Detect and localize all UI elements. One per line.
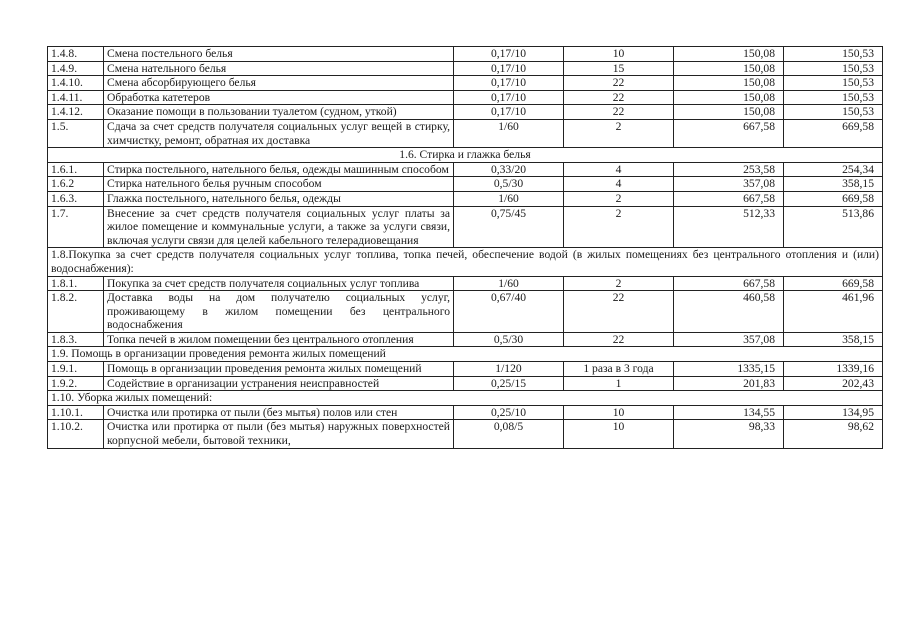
price-indexed-cell: 150,53 (784, 76, 883, 91)
item-number-cell: 1.8.1. (48, 276, 104, 291)
service-description-cell: Содействие в организации устранения неисправностей (104, 376, 454, 391)
price-indexed-cell: 150,53 (784, 61, 883, 76)
frequency-cell: 2 (564, 191, 674, 206)
price-cell: 253,58 (674, 162, 784, 177)
frequency-cell: 22 (564, 105, 674, 120)
price-cell: 667,58 (674, 119, 784, 147)
time-norm-cell: 0,5/30 (454, 332, 564, 347)
frequency-cell: 22 (564, 76, 674, 91)
time-norm-cell: 0,17/10 (454, 90, 564, 105)
item-number-cell: 1.4.11. (48, 90, 104, 105)
price-cell: 667,58 (674, 191, 784, 206)
table-row (48, 105, 883, 120)
time-norm-cell: 0,5/30 (454, 177, 564, 192)
table-row (48, 362, 883, 377)
item-number-cell: 1.6.3. (48, 191, 104, 206)
frequency-cell: 2 (564, 276, 674, 291)
time-norm-cell: 0,17/10 (454, 76, 564, 91)
item-number-cell: 1.4.10. (48, 76, 104, 91)
service-description-cell: Смена постельного белья (104, 47, 454, 62)
time-norm-cell: 0,25/15 (454, 376, 564, 391)
price-cell: 150,08 (674, 105, 784, 120)
price-indexed-cell: 669,58 (784, 119, 883, 147)
table-row (48, 47, 883, 62)
service-description-cell: Топка печей в жилом помещении без центрального отопления (104, 332, 454, 347)
tariff-table (47, 46, 883, 449)
service-description-cell: Очистка или протирка от пыли (без мытья) наружных поверхностей корпусной мебели, бытовой техники, (104, 420, 454, 448)
section-heading: 1.9. Помощь в организации проведения ремонта жилых помещений (48, 347, 883, 362)
service-description-cell: Помощь в организации проведения ремонта жилых помещений (104, 362, 454, 377)
frequency-cell: 10 (564, 420, 674, 448)
time-norm-cell: 0,67/40 (454, 291, 564, 333)
table-row (48, 332, 883, 347)
frequency-cell: 10 (564, 405, 674, 420)
section-heading: 1.6. Стирка и глажка белья (48, 148, 883, 163)
service-description-cell: Смена нательного белья (104, 61, 454, 76)
time-norm-cell: 0,25/10 (454, 405, 564, 420)
item-number-cell: 1.6.2 (48, 177, 104, 192)
price-indexed-cell: 202,43 (784, 376, 883, 391)
service-description-cell: Обработка катетеров (104, 90, 454, 105)
time-norm-cell: 1/120 (454, 362, 564, 377)
item-number-cell: 1.8.3. (48, 332, 104, 347)
service-description-cell: Стирка постельного, нательного белья, одежды машинным способом (104, 162, 454, 177)
frequency-cell: 22 (564, 90, 674, 105)
section-row (48, 391, 883, 406)
time-norm-cell: 1/60 (454, 119, 564, 147)
item-number-cell: 1.4.12. (48, 105, 104, 120)
table-row (48, 162, 883, 177)
item-number-cell: 1.4.9. (48, 61, 104, 76)
price-cell: 460,58 (674, 291, 784, 333)
price-cell: 134,55 (674, 405, 784, 420)
table-row (48, 420, 883, 448)
item-number-cell: 1.10.1. (48, 405, 104, 420)
item-number-cell: 1.9.2. (48, 376, 104, 391)
item-number-cell: 1.8.2. (48, 291, 104, 333)
service-description-cell: Стирка нательного белья ручным способом (104, 177, 454, 192)
table-row (48, 119, 883, 147)
section-heading: 1.10. Уборка жилых помещений: (48, 391, 883, 406)
table-row (48, 291, 883, 333)
time-norm-cell: 0,33/20 (454, 162, 564, 177)
service-description-cell: Сдача за счет средств получателя социальных услуг вещей в стирку, химчистку, ремонт, обратная их доставка (104, 119, 454, 147)
price-indexed-cell: 98,62 (784, 420, 883, 448)
service-description-cell: Очистка или протирка от пыли (без мытья) полов или стен (104, 405, 454, 420)
service-description-cell: Глажка постельного, нательного белья, одежды (104, 191, 454, 206)
price-cell: 357,08 (674, 332, 784, 347)
table-row (48, 276, 883, 291)
frequency-cell: 1 раза в 3 года (564, 362, 674, 377)
frequency-cell: 4 (564, 162, 674, 177)
section-heading: 1.8.Покупка за счет средств получателя социальных услуг топлива, топка печей, обеспечение водой (в жилых помещениях без центрального отопления и (или) водоснабжения): (48, 248, 883, 276)
table-row (48, 376, 883, 391)
frequency-cell: 2 (564, 119, 674, 147)
price-indexed-cell: 150,53 (784, 47, 883, 62)
price-cell: 98,33 (674, 420, 784, 448)
price-indexed-cell: 358,15 (784, 177, 883, 192)
frequency-cell: 22 (564, 291, 674, 333)
price-cell: 150,08 (674, 76, 784, 91)
price-indexed-cell: 461,96 (784, 291, 883, 333)
section-row (48, 248, 883, 276)
table-row (48, 76, 883, 91)
frequency-cell: 15 (564, 61, 674, 76)
section-row (48, 148, 883, 163)
time-norm-cell: 0,17/10 (454, 47, 564, 62)
table-row (48, 90, 883, 105)
price-cell: 512,33 (674, 206, 784, 248)
price-cell: 1335,15 (674, 362, 784, 377)
price-indexed-cell: 358,15 (784, 332, 883, 347)
item-number-cell: 1.5. (48, 119, 104, 147)
price-indexed-cell: 150,53 (784, 90, 883, 105)
time-norm-cell: 0,17/10 (454, 61, 564, 76)
price-indexed-cell: 669,58 (784, 276, 883, 291)
service-description-cell: Смена абсорбирующего белья (104, 76, 454, 91)
price-indexed-cell: 1339,16 (784, 362, 883, 377)
item-number-cell: 1.4.8. (48, 47, 104, 62)
time-norm-cell: 1/60 (454, 191, 564, 206)
service-description-cell: Доставка воды на дом получателю социальных услуг, проживающему в жилом помещении без центрального водоснабжения (104, 291, 454, 333)
price-indexed-cell: 254,34 (784, 162, 883, 177)
frequency-cell: 22 (564, 332, 674, 347)
price-cell: 357,08 (674, 177, 784, 192)
item-number-cell: 1.9.1. (48, 362, 104, 377)
item-number-cell: 1.6.1. (48, 162, 104, 177)
item-number-cell: 1.7. (48, 206, 104, 248)
price-cell: 667,58 (674, 276, 784, 291)
price-indexed-cell: 134,95 (784, 405, 883, 420)
table-row (48, 405, 883, 420)
price-cell: 201,83 (674, 376, 784, 391)
frequency-cell: 10 (564, 47, 674, 62)
time-norm-cell: 0,75/45 (454, 206, 564, 248)
table-row (48, 177, 883, 192)
price-cell: 150,08 (674, 47, 784, 62)
service-description-cell: Оказание помощи в пользовании туалетом (судном, уткой) (104, 105, 454, 120)
frequency-cell: 1 (564, 376, 674, 391)
table-row (48, 206, 883, 248)
tariff-table-body (48, 47, 883, 449)
frequency-cell: 4 (564, 177, 674, 192)
price-indexed-cell: 513,86 (784, 206, 883, 248)
table-row (48, 61, 883, 76)
price-indexed-cell: 669,58 (784, 191, 883, 206)
time-norm-cell: 1/60 (454, 276, 564, 291)
service-description-cell: Покупка за счет средств получателя социальных услуг топлива (104, 276, 454, 291)
table-row (48, 191, 883, 206)
item-number-cell: 1.10.2. (48, 420, 104, 448)
time-norm-cell: 0,17/10 (454, 105, 564, 120)
section-row (48, 347, 883, 362)
service-description-cell: Внесение за счет средств получателя социальных услуг платы за жилое помещение и коммунальные услуги, а также за услуги связи, включая услуги связи для целей кабельного телерадиовещания (104, 206, 454, 248)
price-cell: 150,08 (674, 90, 784, 105)
time-norm-cell: 0,08/5 (454, 420, 564, 448)
frequency-cell: 2 (564, 206, 674, 248)
price-indexed-cell: 150,53 (784, 105, 883, 120)
price-cell: 150,08 (674, 61, 784, 76)
